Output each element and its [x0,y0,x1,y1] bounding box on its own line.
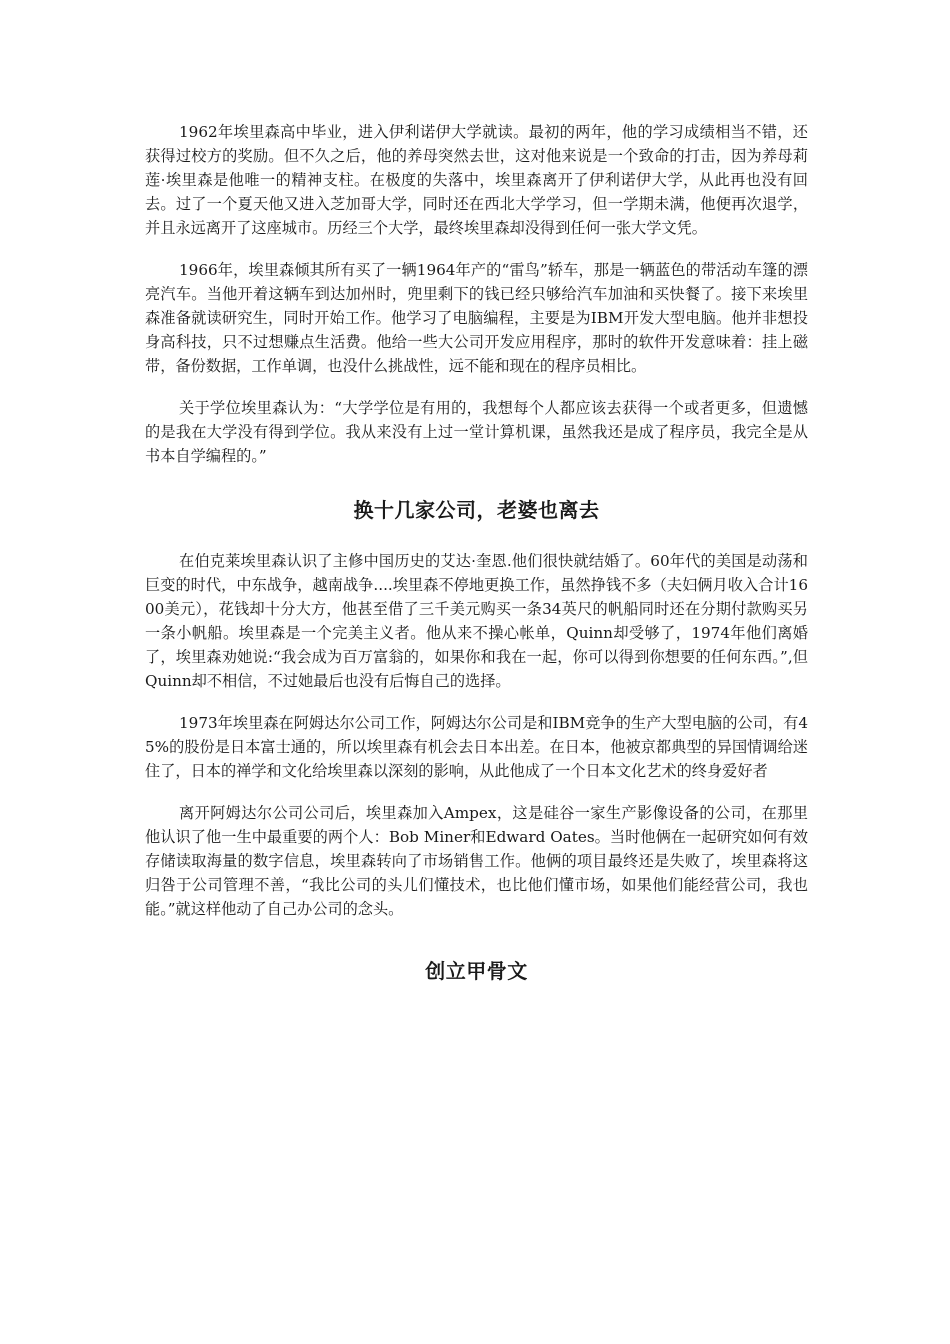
paragraph-berkeley-marriage: 在伯克莱埃里森认识了主修中国历史的艾达·奎恩.他们很快就结婚了。60年代的美国是动荡和巨变的时代，中东战争，越南战争....埃里森不停地更换工作，虽然挣钱不多（夫妇俩月收入合计1600美元），花钱却十分大方，他甚至借了三千美元购买一条34英尺的帆船同时还在分期付款购买另一条小帆船。埃里森是一个完美主义者。他从来不操心帐单，Quinn却受够了，1974年他们离婚了，埃里森劝她说:“我会成为百万富翁的，如果你和我在一起，你可以得到你想要的任何东西。”,但Quinn却不相信，不过她最后也没有后悔自己的选择。 [145,552,808,690]
document-page [145,120,808,1010]
paragraph-degree-quote: 关于学位埃里森认为：“大学学位是有用的，我想每个人都应该去获得一个或者更多，但遗憾的是我在大学没有得到学位。我从来没有上过一堂计算机课，虽然我还是成了程序员，我完全是从书本自学编程的。” [145,399,808,465]
paragraph-ampex: 离开阿姆达尔公司公司后，埃里森加入Ampex，这是硅谷一家生产影像设备的公司，在那里他认识了他一生中最重要的两个人：Bob Miner和Edward Oates。当时他俩在一起研究如何有效存储读取海量的数字信息，埃里森转向了市场销售工作。他俩的项目最终还是失败了，埃里森将这归咎于公司管理不善，“我比公司的头儿们懂技术，也比他们懂市场，如果他们能经营公司，我也能。”就这样他动了自己办公司的念头。 [145,804,808,918]
paragraph-university: 1962年埃里森高中毕业，进入伊利诺伊大学就读。最初的两年，他的学习成绩相当不错，还获得过校方的奖励。但不久之后，他的养母突然去世，这对他来说是一个致命的打击，因为养母莉莲·埃里森是他唯一的精神支柱。在极度的失落中，埃里森离开了伊利诺伊大学，从此再也没有回去。过了一个夏天他又进入芝加哥大学，同时还在西北大学学习，但一学期未满，他便再次退学，并且永远离开了这座城市。历经三个大学，最终埃里森却没得到任何一张大学文凭。 [145,123,808,237]
paragraph-thunderbird: 1966年，埃里森倾其所有买了一辆1964年产的“雷鸟”轿车，那是一辆蓝色的带活动车篷的漂亮汽车。当他开着这辆车到达加州时，兜里剩下的钱已经只够给汽车加油和买快餐了。接下来埃里森准备就读研究生，同时开始工作。他学习了电脑编程，主要是为IBM开发大型电脑。他并非想投身高科技，只不过想赚点生活费。他给一些大公司开发应用程序，那时的软件开发意味着：挂上磁带，备份数据，工作单调，也没什么挑战性，远不能和现在的程序员相比。 [145,261,808,375]
section-heading-founding-oracle: 创立甲骨文 [425,959,528,983]
section-heading-jobs-divorce: 换十几家公司，老婆也离去 [353,498,600,522]
paragraph-amdahl: 1973年埃里森在阿姆达尔公司工作，阿姆达尔公司是和IBM竞争的生产大型电脑的公司，有45%的股份是日本富士通的，所以埃里森有机会去日本出差。在日本，他被京都典型的异国情调给迷住了，日本的禅学和文化给埃里森以深刻的影响，从此他成了一个日本文化艺术的终身爱好者 [145,714,808,780]
